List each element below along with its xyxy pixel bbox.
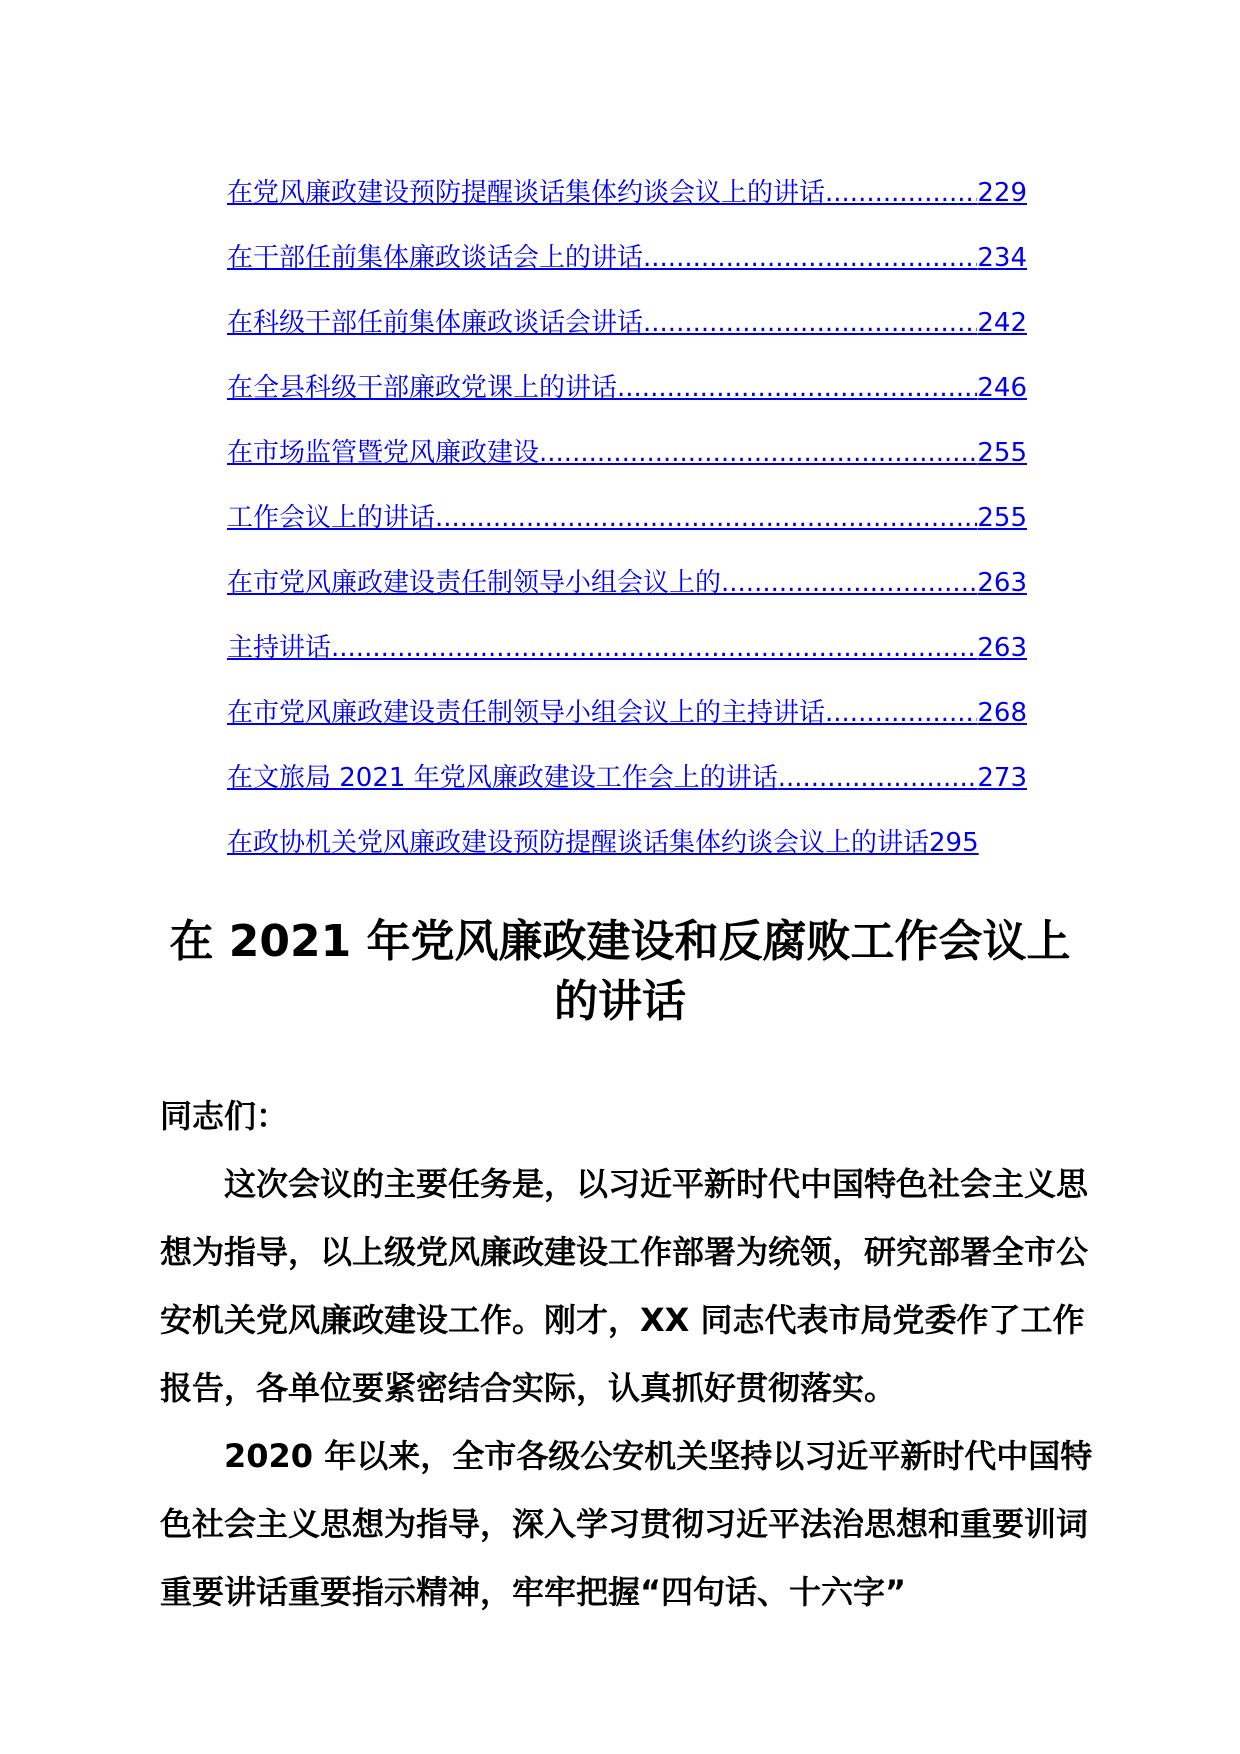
toc-leader-dots — [539, 438, 977, 468]
toc-entry-page[interactable]: 263 — [977, 568, 1027, 598]
toc-entry-title[interactable]: 主持讲话 — [227, 633, 332, 663]
toc-entry-title[interactable]: 在政协机关党风廉政建设预防提醒谈话集体约谈会议上的讲话 — [227, 828, 930, 858]
toc-entry-title[interactable]: 在科级干部任前集体廉政谈话会讲话 — [227, 308, 644, 338]
toc-entry[interactable] — [227, 367, 1027, 432]
toc-leader-dots — [331, 633, 977, 663]
toc-entry-page[interactable]: 246 — [977, 373, 1027, 403]
toc-entry[interactable] — [227, 627, 1027, 692]
toc-leader-dots — [721, 568, 977, 598]
toc-entry-title[interactable]: 在市党风廉政建设责任制领导小组会议上的主持讲话 — [227, 698, 826, 728]
table-of-contents — [227, 172, 1027, 887]
toc-entry-page[interactable]: 273 — [977, 763, 1027, 793]
document-title — [150, 912, 1090, 1032]
toc-entry-page[interactable]: 268 — [977, 698, 1027, 728]
toc-entry[interactable] — [227, 172, 1027, 237]
toc-leader-dots — [435, 503, 977, 533]
toc-entry[interactable] — [227, 497, 1027, 562]
toc-entry-page[interactable]: 263 — [977, 633, 1027, 663]
toc-entry[interactable] — [227, 757, 1027, 822]
toc-entry-title[interactable]: 在文旅局 2021 年党风廉政建设工作会上的讲话 — [227, 763, 778, 793]
document-title-line-2: 的讲话 — [554, 976, 686, 1027]
toc-entry-page[interactable]: 229 — [977, 178, 1027, 208]
toc-entry-page[interactable]: 295 — [929, 828, 979, 858]
toc-leader-dots — [778, 763, 978, 793]
toc-entry-title[interactable]: 在市场监管暨党风廉政建设 — [227, 438, 540, 468]
toc-entry-title[interactable]: 在市党风廉政建设责任制领导小组会议上的 — [227, 568, 722, 598]
toc-entry-page[interactable]: 234 — [977, 243, 1027, 273]
document-title-line-1: 在 2021 年党风廉政建设和反腐败工作会议上 — [169, 916, 1071, 967]
toc-entry[interactable] — [227, 302, 1027, 367]
salutation: 同志们： — [160, 1097, 289, 1135]
toc-entry-title[interactable]: 在全县科级干部廉政党课上的讲话 — [227, 373, 618, 403]
toc-entry[interactable] — [227, 692, 1027, 757]
toc-entry-page[interactable]: 255 — [977, 503, 1027, 533]
toc-leader-dots — [825, 698, 977, 728]
toc-entry-title[interactable]: 在干部任前集体廉政谈话会上的讲话 — [227, 243, 644, 273]
toc-leader-dots — [643, 243, 977, 273]
toc-entry[interactable] — [227, 432, 1027, 497]
toc-entry[interactable] — [227, 822, 1060, 887]
body-paragraph: 这次会议的主要任务是，以习近平新时代中国特色社会主义思想为指导，以上级党风廉政建设工作部署为统领，研究部署全市公安机关党风廉政建设工作。刚才，XX 同志代表市局党委作了工作报告，各单位要紧密结合实际，认真抓好贯彻落实。 — [160, 1165, 1089, 1407]
toc-leader-dots — [617, 373, 977, 403]
toc-entry-page[interactable]: 255 — [977, 438, 1027, 468]
toc-entry[interactable] — [227, 562, 1027, 627]
toc-entry-title[interactable]: 在党风廉政建设预防提醒谈话集体约谈会议上的讲话 — [227, 178, 826, 208]
body-paragraph: 2020 年以来，全市各级公安机关坚持以习近平新时代中国特色社会主义思想为指导，深入学习贯彻习近平法治思想和重要训词重要讲话重要指示精神，牢牢把握“四句话、十六字” — [160, 1437, 1093, 1611]
toc-entry-title[interactable]: 工作会议上的讲话 — [227, 503, 436, 533]
toc-leader-dots — [643, 308, 977, 338]
toc-leader-dots — [825, 178, 977, 208]
document-body — [160, 1082, 1095, 1626]
toc-entry-page[interactable]: 242 — [977, 308, 1027, 338]
toc-entry[interactable] — [227, 237, 1027, 302]
